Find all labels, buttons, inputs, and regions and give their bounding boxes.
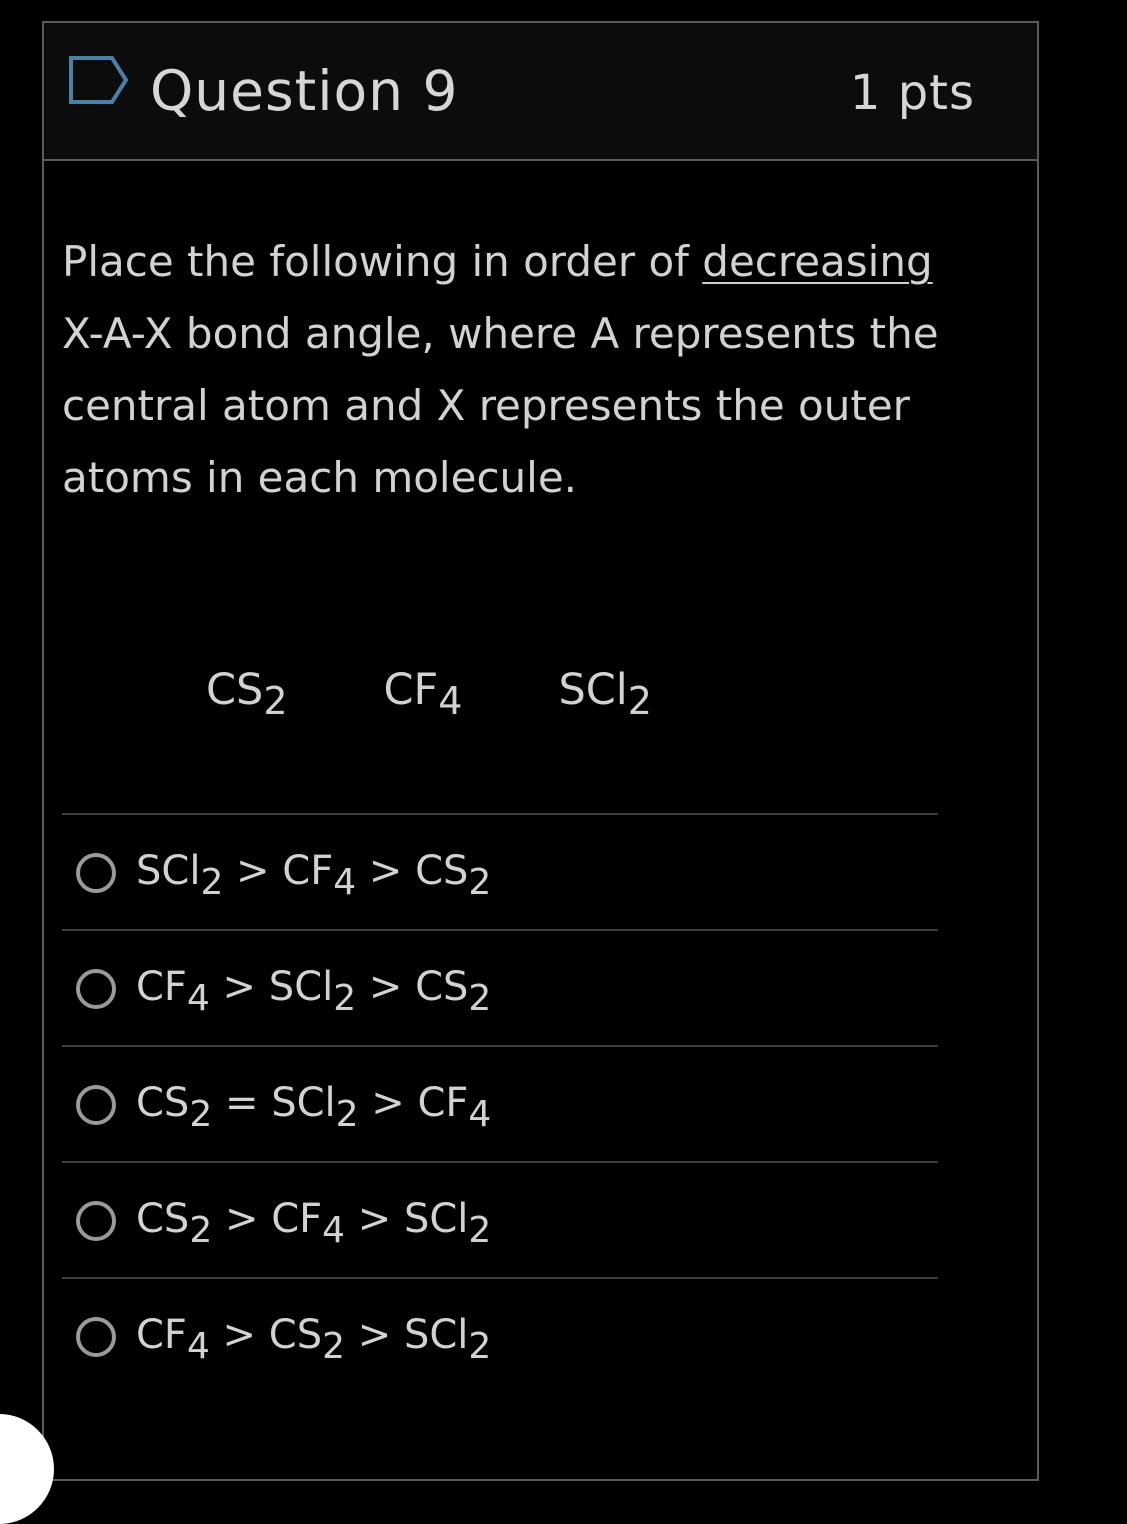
molecule-subscript: 2 xyxy=(627,679,652,723)
prompt-text-end: X-A-X bond angle, where A represents the central atom and X represents the outer atoms in each molecule. xyxy=(62,309,939,502)
answer-option-2[interactable] xyxy=(62,929,938,1045)
answer-option-1[interactable] xyxy=(62,813,938,929)
molecule-formula: SCl xyxy=(558,665,628,715)
question-points: 1 pts xyxy=(849,65,975,121)
molecule-cs2 xyxy=(206,660,288,723)
prompt-text-start: Place the following in order of xyxy=(62,237,703,286)
molecule-subscript: 4 xyxy=(438,679,463,723)
molecule-list xyxy=(206,660,652,723)
question-header xyxy=(44,23,1037,161)
answer-option-3[interactable] xyxy=(62,1045,938,1161)
flag-outline-icon[interactable] xyxy=(68,55,130,105)
answer-label[interactable]: $CS_2 = SCl_2 > CF_4$ xyxy=(136,1080,492,1135)
answer-list xyxy=(62,813,938,1393)
answer-label[interactable]: $CF_4 > CS_2 > SCl_2$ xyxy=(136,1312,492,1367)
radio-button-icon[interactable] xyxy=(76,969,116,1009)
radio-button-icon[interactable] xyxy=(76,1201,116,1241)
radio-button-icon[interactable] xyxy=(76,853,116,893)
radio-button-icon[interactable] xyxy=(76,1085,116,1125)
question-prompt xyxy=(62,226,942,514)
radio-button-icon[interactable] xyxy=(76,1317,116,1357)
molecule-subscript: 2 xyxy=(263,679,288,723)
molecule-formula: CS xyxy=(206,665,264,715)
molecule-cf4 xyxy=(383,660,463,723)
question-title: Question 9 xyxy=(150,59,459,123)
prompt-emphasis: decreasing xyxy=(702,237,933,286)
answer-label[interactable]: $CS_2 > CF_4 > SCl_2$ xyxy=(136,1196,492,1251)
answer-label[interactable]: $CF_4 > SCl_2 > CS_2$ xyxy=(136,964,492,1019)
molecule-scl2 xyxy=(558,660,652,723)
molecule-formula: CF xyxy=(383,665,439,715)
answer-option-4[interactable] xyxy=(62,1161,938,1277)
answer-label[interactable]: $SCl_2 > CF_4 > CS_2$ xyxy=(136,848,492,903)
answer-option-5[interactable] xyxy=(62,1277,938,1393)
